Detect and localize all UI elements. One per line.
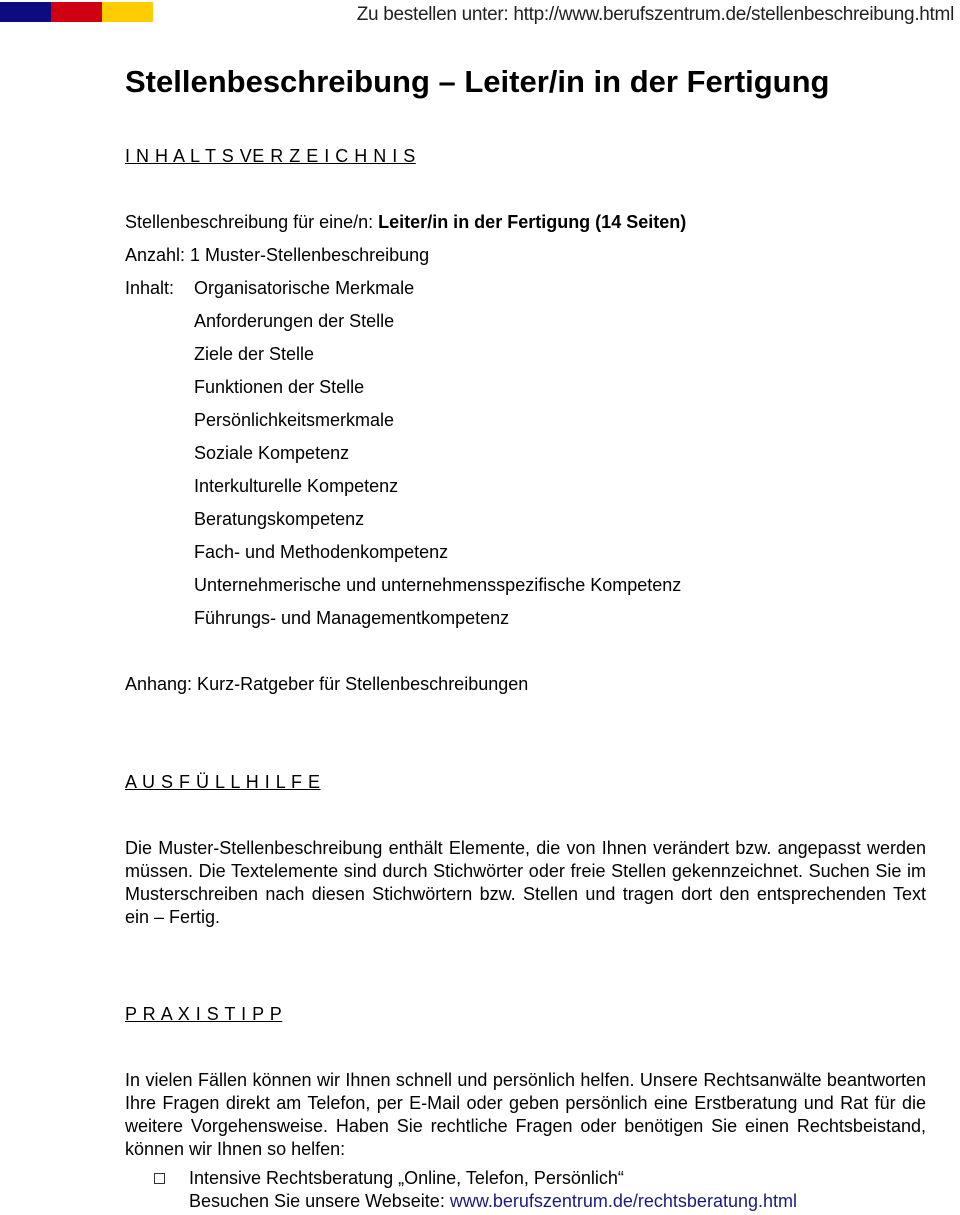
rechtsberatung-link[interactable]: www.berufszentrum.de/rechtsberatung.html (449, 1191, 797, 1211)
logo-bar-blue (0, 2, 51, 22)
bullet-title: Intensive Rechtsberatung „Online, Telefon, Persönlich“ (189, 1168, 624, 1188)
toc-item: Fach- und Methodenkompetenz (194, 542, 449, 562)
visit-label: Besuchen Sie unsere Webseite: (189, 1191, 450, 1211)
logo-bar-red (51, 2, 102, 22)
help-text: Die Muster-Stellenbeschreibung enthält Elemente, die von Ihnen verändert bzw. angepasst werden müssen. Die Textelemente sind durch Stichwörter oder freie Stellen gekennzeichnet. Suchen Sie im Musterschreiben nach diesen Stichwörtern bzw. Stellen und tragen dort den entsprechenden Text ein – Fertig. (125, 838, 926, 927)
toc-item: Soziale Kompetenz (194, 443, 350, 463)
for-label: Stellenbeschreibung für eine/n: (125, 212, 379, 232)
bullet-visit (189, 1191, 797, 1212)
toc-item: Ziele der Stelle (194, 344, 315, 364)
toc-for (125, 212, 686, 233)
toc-item: Beratungskompetenz (194, 509, 365, 529)
toc-item: Anforderungen der Stelle (194, 311, 395, 331)
toc-content-label: Inhalt: (125, 278, 175, 298)
order-url[interactable]: Zu bestellen unter: http://www.berufszentrum.de/stellenbeschreibung.html (356, 4, 954, 25)
toc-item: Interkulturelle Kompetenz (194, 476, 399, 496)
toc-item: Funktionen der Stelle (194, 377, 365, 397)
toc-count: Anzahl: 1 Muster-Stellenbeschreibung (125, 245, 430, 265)
tip-heading: P R A X I S T I P P (125, 1004, 283, 1024)
page-title: Stellenbeschreibung – Leiter/in in der Fertigung (125, 64, 830, 99)
checkbox-icon (154, 1173, 165, 1184)
toc-item: Organisatorische Merkmale (194, 278, 415, 298)
tip-text: In vielen Fällen können wir Ihnen schnell und persönlich helfen. Unsere Rechtsanwälte beantworten Ihre Fragen direkt am Telefon, per E-Mail oder geben persönlich eine Erstberatung und Rat für die weitere Vorgehensweise. Haben Sie rechtliche Fragen oder benötigen Sie einen Rechtsbeistand, können wir Ihnen so helfen: (125, 1070, 926, 1159)
toc-appendix: Anhang: Kurz-Ratgeber für Stellenbeschreibungen (125, 674, 529, 694)
for-value: Leiter/in in der Fertigung (14 Seiten) (378, 212, 687, 232)
toc-heading: I N H A L T S VE R Z E I C H N I S (125, 146, 416, 166)
toc-item: Unternehmerische und unternehmensspezifische Kompetenz (194, 575, 682, 595)
toc-item: Führungs- und Managementkompetenz (194, 608, 510, 628)
help-heading: A U S F Ü L L H I L F E (125, 772, 321, 792)
logo-bar-yellow (102, 2, 153, 22)
toc-item: Persönlichkeitsmerkmale (194, 410, 395, 430)
